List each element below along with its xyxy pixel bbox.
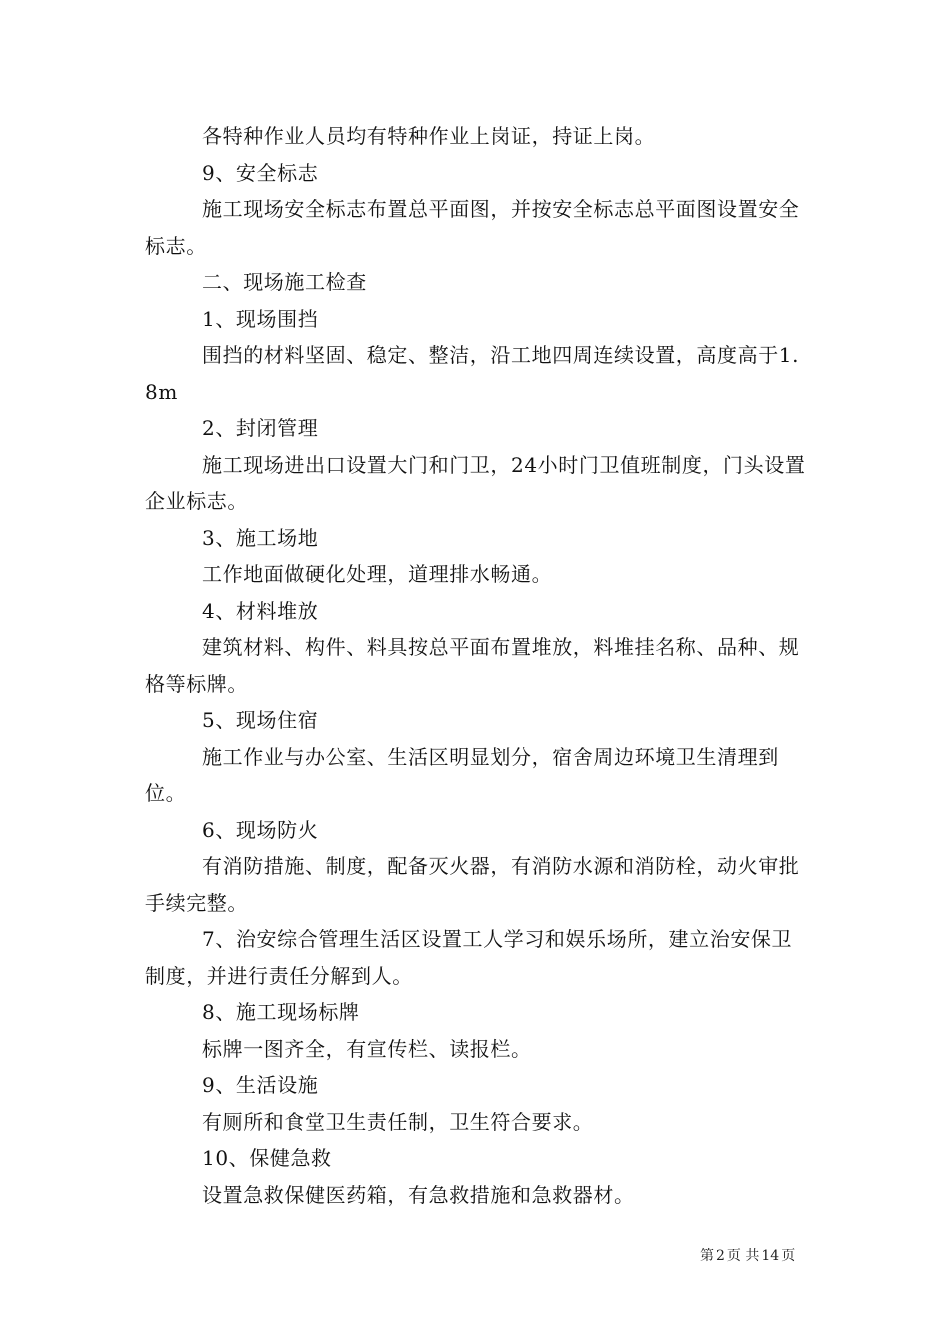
- section-heading: 5、现场住宿: [202, 708, 319, 732]
- paragraph: 有消防措施、制度，配备灭火器，有消防水源和消防栓，动火审批手续完整。: [145, 854, 800, 915]
- section-heading: 6、现场防火: [202, 817, 319, 842]
- paragraph: 建筑材料、构件、料具按总平面布置堆放，料堆挂名称、品种、规格等标牌。: [145, 635, 800, 696]
- section-heading: 9、生活设施: [202, 1073, 319, 1097]
- document-body: [145, 118, 810, 1213]
- page-footer: [700, 1247, 795, 1265]
- footer-middle: 页 共: [726, 1248, 760, 1264]
- paragraph: 各特种作业人员均有特种作业上岗证，持证上岗。: [202, 124, 656, 148]
- current-page-number: 2: [716, 1248, 725, 1264]
- paragraph: 标牌一图齐全，有宣传栏、读报栏。: [202, 1036, 532, 1061]
- section-heading: 2、封闭管理: [202, 416, 319, 440]
- section-heading: 8、施工现场标牌: [202, 1000, 360, 1024]
- section-heading: 10、保健急救: [202, 1146, 332, 1170]
- section-heading: 1、现场围挡: [202, 306, 319, 331]
- paragraph: 围挡的材料坚固、稳定、整洁，沿工地四周连续设置，高度高于1.8m: [145, 343, 800, 404]
- paragraph: 工作地面做硬化处理，道理排水畅通。: [202, 562, 553, 586]
- section-heading: 4、材料堆放: [202, 598, 319, 623]
- paragraph: 施工作业与办公室、生活区明显划分，宿舍周边环境卫生清理到位。: [145, 744, 779, 805]
- section-heading: 二、现场施工检查: [202, 270, 367, 294]
- footer-prefix: 第: [700, 1248, 714, 1264]
- paragraph: 7、治安综合管理生活区设置工人学习和娱乐场所，建立治安保卫制度，并进行责任分解到人。: [145, 927, 793, 988]
- section-heading: 3、施工场地: [202, 525, 319, 550]
- section-heading: 9、安全标志: [202, 160, 319, 185]
- paragraph: 施工现场进出口设置大门和门卫，24小时门卫值班制度，门头设置企业标志。: [145, 452, 806, 513]
- paragraph: 设置急救保健医药箱，有急救措施和急救器材。: [202, 1182, 635, 1207]
- footer-suffix: 页: [781, 1248, 796, 1264]
- paragraph: 施工现场安全标志布置总平面图，并按安全标志总平面图设置安全标志。: [145, 197, 800, 258]
- total-pages-number: 14: [761, 1248, 780, 1264]
- paragraph: 有厕所和食堂卫生责任制，卫生符合要求。: [202, 1109, 594, 1134]
